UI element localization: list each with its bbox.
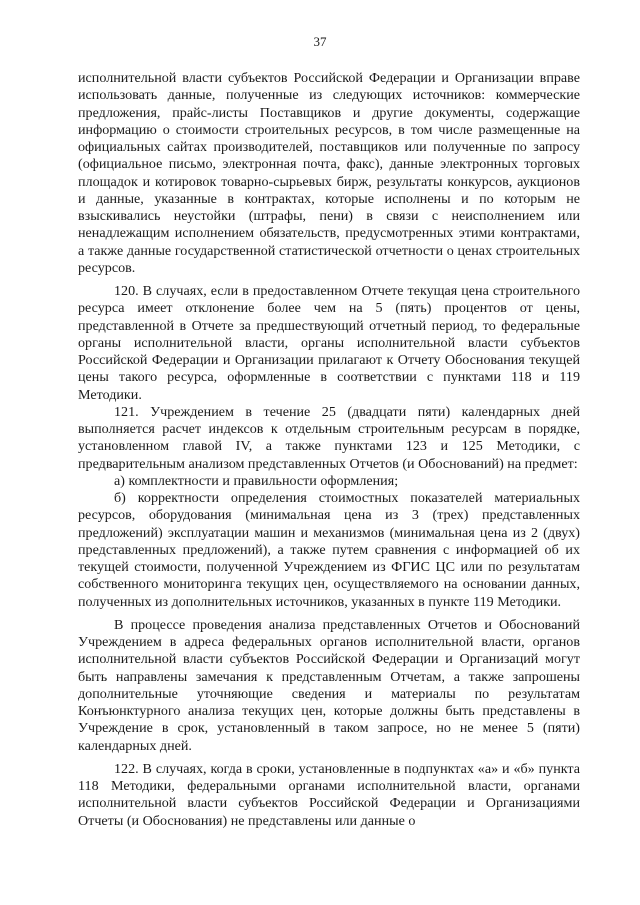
paragraph-120: 120. В случаях, если в предоставленном Отчете текущая цена строительного ресурса имеет отклонение более чем на 5 (пять) процентов от цены, представленной в Отчете за предшествующий отчетный период, то федеральные органы исполнительной власти, органы исполнительной власти субъектов Российской Федерации и Организации прилагают к Отчету Обоснования текущей цены такого ресурса, оформленные в соответствии с пунктами 118 и 119 Методики.	[78, 283, 580, 403]
paragraph-analysis-process: В процессе проведения анализа представленных Отчетов и Обоснований Учреждением в адреса федеральных органов исполнительной власти, органов исполнительной власти субъектов Российской Федерации и Организаций могут быть направлены замечания к представленным Отчетам, а также запрошены дополнительные уточняющие сведения и материалы по результатам Конъюнктурного анализа текущих цен, которые должны быть представлены в Учреждение в срок, установленный в таком запросе, но не менее 5 (пяти) календарных дней.	[78, 616, 580, 754]
body-text	[78, 70, 580, 830]
paragraph-121: 121. Учреждением в течение 25 (двадцати пяти) календарных дней выполняется расчет индексов к отдельным строительным ресурсам в порядке, установленном главой IV, а также пунктами 123 и 125 Методики, с предварительным анализом представленных Отчетов (и Обоснований) на предмет:	[78, 403, 580, 472]
page-number: 37	[313, 34, 327, 49]
paragraph-sources-continued: исполнительной власти субъектов Российской Федерации и Организации вправе использовать данные, полученные из следующих источников: коммерческие предложения, прайс-листы Поставщиков и другие документы, содержащие информацию о стоимости строительных ресурсов, в том числе размещенные на официальных сайтах производителей, поставщиков или полученные по запросу (официальное письмо, электронная почта, факс), данные электронных торговых площадок и котировок товарно-сырьевых бирж, результаты конкурсов, аукционов и данные, указанные в контрактах, которые исполнены и по которым не взыскивались неустойки (штрафы, пени) в связи с неисполнением или ненадлежащим исполнением обязательств, предусмотренных этими контрактами, а также данные государственной статистической отчетности о ценах строительных ресурсов.	[78, 70, 580, 276]
paragraph-121-a: а) комплектности и правильности оформления;	[114, 472, 399, 489]
paragraph-122: 122. В случаях, когда в сроки, установленные в подпунктах «а» и «б» пункта 118 Методики, федеральными органами исполнительной власти, органами исполнительной власти субъектов Российской Федерации и Организациями Отчеты (и Обоснования) не представлены или данные о	[78, 760, 580, 829]
paragraph-121-b: б) корректности определения стоимостных показателей материальных ресурсов, оборудования (минимальная цена из 3 (трех) представленных предложений) эксплуатации машин и механизмов (минимальная цена из 2 (двух) представленных предложений), а также путем сравнения с информацией об их текущей стоимости, полученной Учреждением из ФГИС ЦС или по результатам собственного мониторинга текущих цен, осуществляемого на основании данных, полученных из дополнительных источников, указанных в пункте 119 Методики.	[78, 490, 580, 610]
